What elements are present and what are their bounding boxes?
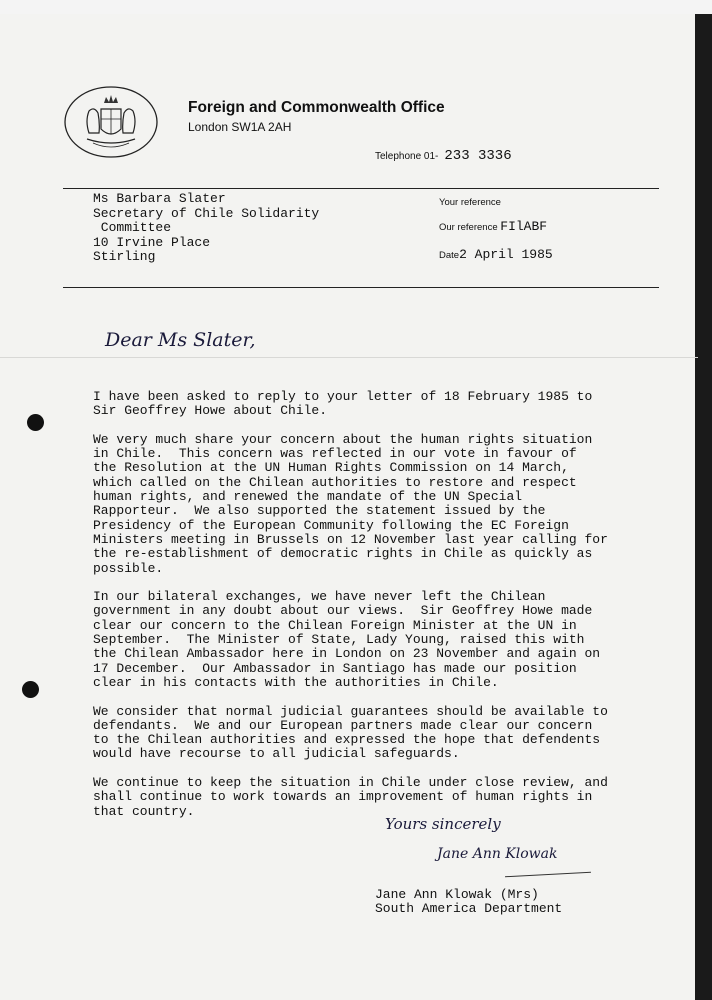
- body-line: We very much share your concern about the human rights situation: [93, 431, 593, 447]
- body-line: human rights, and renewed the mandate of the UN Special: [93, 489, 523, 505]
- recipient-line: Committee: [93, 220, 172, 235]
- body-line: 17 December. Our Ambassador in Santiago has made our position: [93, 660, 577, 676]
- body-line: to the Chilean authorities and expressed the hope that defendents: [93, 732, 601, 748]
- signatory-block: [375, 888, 562, 917]
- body-line: We continue to keep the situation in Chile under close review, and: [93, 775, 608, 791]
- body-line: in Chile. This concern was reflected in our vote in favour of: [93, 446, 577, 462]
- signatory-department: South America Department: [375, 901, 563, 917]
- our-reference: [439, 219, 547, 234]
- organisation-address: London SW1A 2AH: [188, 120, 292, 134]
- our-reference-value: FIlABF: [500, 219, 548, 234]
- handwritten-signature: Jane Ann Klowak: [437, 846, 558, 862]
- recipient-line: 10 Irvine Place: [93, 234, 211, 250]
- punch-hole-bottom: [22, 681, 39, 698]
- body-line: I have been asked to reply to your letter of 18 February 1985 to: [93, 389, 593, 404]
- body-line: Sir Geoffrey Howe about Chile.: [93, 403, 328, 419]
- body-line: would have recourse to all judicial safeguards.: [93, 746, 460, 762]
- paragraph: [93, 590, 673, 690]
- date-label: Date: [439, 250, 460, 261]
- body-line: government in any doubt about our views. Sir Geoffrey Howe made: [93, 603, 593, 619]
- telephone-label: Telephone 01-: [375, 151, 439, 162]
- recipient-line: Ms Barbara Slater: [93, 191, 226, 206]
- header-rule-top: [63, 188, 659, 189]
- body-line: clear in his contacts with the authorities in Chile.: [93, 674, 499, 690]
- paper-fold-line: [0, 357, 698, 358]
- body-line: shall continue to work towards an improvement of human rights in: [93, 789, 593, 805]
- letter-date: [439, 247, 553, 262]
- complimentary-close: Yours sincerely: [385, 815, 501, 833]
- body-line: defendants. We and our European partners made clear our concern: [93, 717, 593, 733]
- your-reference-label: Your reference: [439, 197, 501, 208]
- body-line: Presidency of the European Community following the EC Foreign: [93, 517, 569, 533]
- body-line: Rapporteur. We also supported the statement issued by the: [93, 503, 546, 519]
- scan-background-edge: [695, 14, 712, 1000]
- body-line: that country.: [93, 803, 195, 819]
- body-line: Ministers meeting in Brussels on 12 November last year calling for: [93, 531, 608, 547]
- paragraph: [93, 776, 673, 819]
- paragraph: [93, 705, 673, 762]
- telephone-number: 233 3336: [444, 148, 512, 164]
- recipient-line: Secretary of Chile Solidarity: [93, 205, 320, 221]
- your-reference: [439, 194, 501, 209]
- header-rule-bottom: [63, 287, 659, 288]
- signatory-name: Jane Ann Klowak (Mrs): [375, 887, 539, 902]
- body-line: which called on the Chilean authorities to restore and respect: [93, 474, 577, 490]
- body-line: the Chilean Ambassador here in London on 23 November and again on: [93, 646, 601, 662]
- body-line: the Resolution at the UN Human Rights Commission on 14 March,: [93, 460, 569, 476]
- paragraph: [93, 390, 673, 419]
- paragraph: [93, 433, 673, 576]
- body-line: possible.: [93, 560, 164, 576]
- our-reference-label: Our reference: [439, 222, 498, 233]
- punch-hole-top: [27, 414, 44, 431]
- body-line: the re-establishment of democratic rights in Chile as quickly as: [93, 546, 593, 562]
- royal-coat-of-arms-icon: [63, 85, 159, 159]
- body-line: In our bilateral exchanges, we have never left the Chilean: [93, 589, 546, 605]
- body-line: September. The Minister of State, Lady Young, raised this with: [93, 632, 585, 648]
- recipient-line: Stirling: [93, 249, 156, 264]
- salutation: Dear Ms Slater,: [105, 329, 256, 351]
- telephone: [375, 148, 512, 164]
- body-line: clear our concern to the Chilean Foreign Minister at the UN in: [93, 617, 577, 633]
- body-line: We consider that normal judicial guarantees should be available to: [93, 703, 608, 719]
- organisation-name: Foreign and Commonwealth Office: [188, 99, 445, 116]
- date-value: 2 April 1985: [459, 247, 553, 262]
- letter-body: [93, 390, 673, 833]
- recipient-address: [93, 192, 319, 265]
